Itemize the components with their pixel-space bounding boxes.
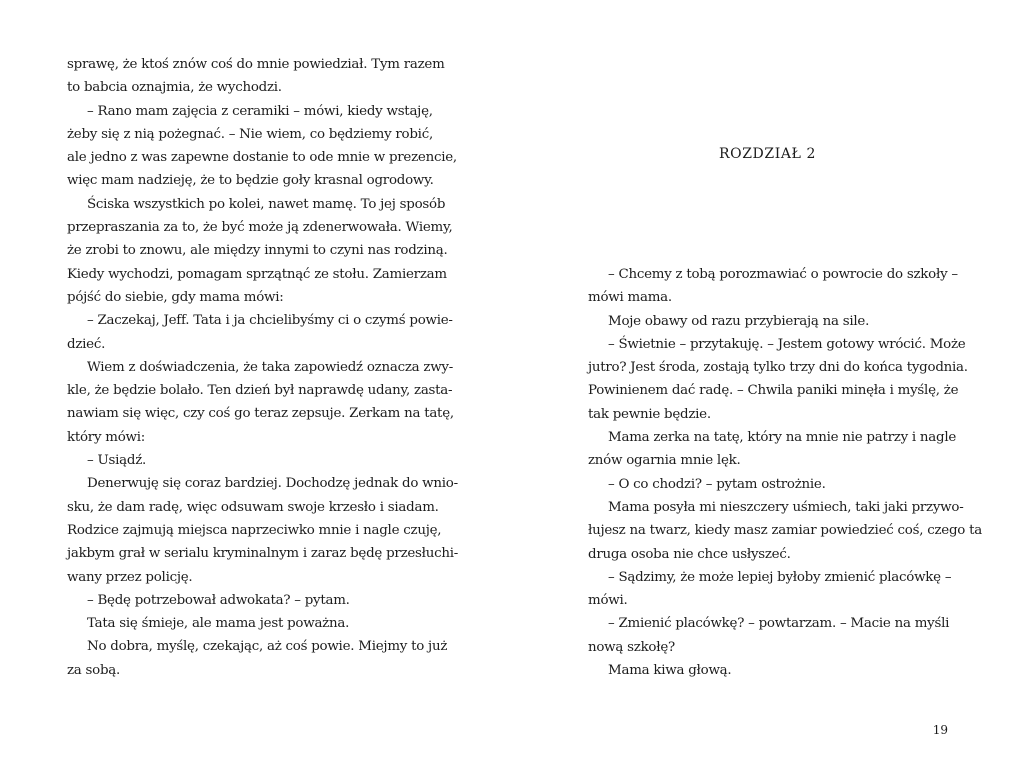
text-line: łujesz na twarz, kiedy masz zamiar powiedzieć coś, czego ta — [588, 523, 982, 539]
text-line: Powinienem dać radę. – Chwila paniki minęła i myślę, że — [588, 383, 959, 399]
text-line: wany przez policję. — [67, 569, 193, 585]
text-line: Kiedy wychodzi, pomagam sprzątnąć ze stołu. Zamierzam — [67, 266, 447, 282]
text-line: za sobą. — [67, 662, 121, 678]
page-number: 19 — [932, 723, 948, 737]
text-line: – Zmienić placówkę? – powtarzam. – Macie na myśli — [608, 616, 950, 632]
text-line: Mama zerka na tatę, który na mnie nie patrzy i nagle — [608, 430, 957, 446]
text-line: jutro? Jest środa, zostają tylko trzy dni do końca tygodnia. — [588, 360, 968, 376]
text-line: kle, że będzie bolało. Ten dzień był naprawdę udany, zasta- — [67, 383, 453, 399]
text-line: sku, że dam radę, więc odsuwam swoje krzesło i siadam. — [67, 499, 439, 515]
text-line: Mama kiwa głową. — [608, 663, 732, 679]
text-line: Wiem z doświadczenia, że taka zapowiedź oznacza zwy- — [87, 359, 453, 375]
text-line: znów ogarnia mnie lęk. — [588, 453, 741, 469]
text-line: Rodzice zajmują miejsca naprzeciwko mnie i nagle czuję, — [67, 522, 442, 538]
text-line: nową szkołę? — [588, 639, 675, 655]
text-line: sprawę, że ktoś znów coś do mnie powiedział. Tym razem — [67, 57, 445, 72]
text-line: – Świetnie – przytakuję. – Jestem gotowy wrócić. Może — [608, 336, 966, 352]
chapter-title: ROZDZIAŁ 2 — [719, 146, 817, 162]
text-line: tak pewnie będzie. — [588, 406, 711, 422]
text-line: mówi mama. — [588, 290, 672, 306]
text-line: druga osoba nie chce usłyszeć. — [588, 546, 791, 562]
text-line: – Usiądź. — [87, 453, 147, 469]
text-line: pójść do siebie, gdy mama mówi: — [67, 289, 284, 305]
text-line: No dobra, myślę, czekając, aż coś powie. Miejmy to już — [87, 639, 448, 655]
text-line: – Rano mam zajęcia z ceramiki – mówi, kiedy wstaję, — [87, 103, 433, 119]
text-line: Moje obawy od razu przybierają na sile. — [608, 313, 870, 329]
text-line: mówi. — [588, 593, 628, 609]
text-line: ale jedno z was zapewne dostanie to ode mnie w prezencie, — [67, 150, 457, 166]
text-line: jakbym grał w serialu kryminalnym i zaraz będę przesłuchi- — [67, 546, 459, 562]
text-line: – Chcemy z tobą porozmawiać o powrocie do szkoły – — [608, 267, 958, 282]
text-line: więc mam nadzieję, że to będzie goły krasnal ogrodowy. — [67, 173, 434, 189]
text-line: Ściska wszystkich po kolei, nawet mamę. To jej sposób — [87, 196, 446, 212]
text-line: – Będę potrzebował adwokata? – pytam. — [87, 592, 350, 608]
right-page-text — [588, 263, 982, 682]
text-line: Mama posyła mi nieszczery uśmiech, taki jaki przywo- — [608, 499, 964, 515]
left-page-text — [67, 53, 459, 682]
text-line: – Sądzimy, że może lepiej byłoby zmienić placówkę – — [608, 569, 952, 585]
text-line: przepraszania za to, że być może ją zdenerwowała. Wiemy, — [67, 220, 453, 236]
text-line: żeby się z nią pożegnać. – Nie wiem, co będziemy robić, — [67, 126, 433, 142]
text-line: to babcia oznajmia, że wychodzi. — [67, 80, 282, 96]
text-line: nawiam się więc, czy coś go teraz zepsuje. Zerkam na tatę, — [67, 406, 454, 422]
text-line: – Zaczekaj, Jeff. Tata i ja chcielibyśmy ci o czymś powie- — [87, 313, 453, 329]
left-page — [0, 0, 506, 768]
right-page — [507, 0, 1013, 768]
text-line: że zrobi to znowu, ale między innymi to czyni nas rodziną. — [67, 243, 448, 259]
text-line: Tata się śmieje, ale mama jest poważna. — [87, 616, 350, 632]
text-line: dzieć. — [67, 336, 106, 352]
text-line: Denerwuję się coraz bardziej. Dochodzę jednak do wnio- — [87, 476, 458, 492]
text-line: – O co chodzi? – pytam ostrożnie. — [608, 476, 826, 492]
text-line: który mówi: — [67, 429, 146, 445]
